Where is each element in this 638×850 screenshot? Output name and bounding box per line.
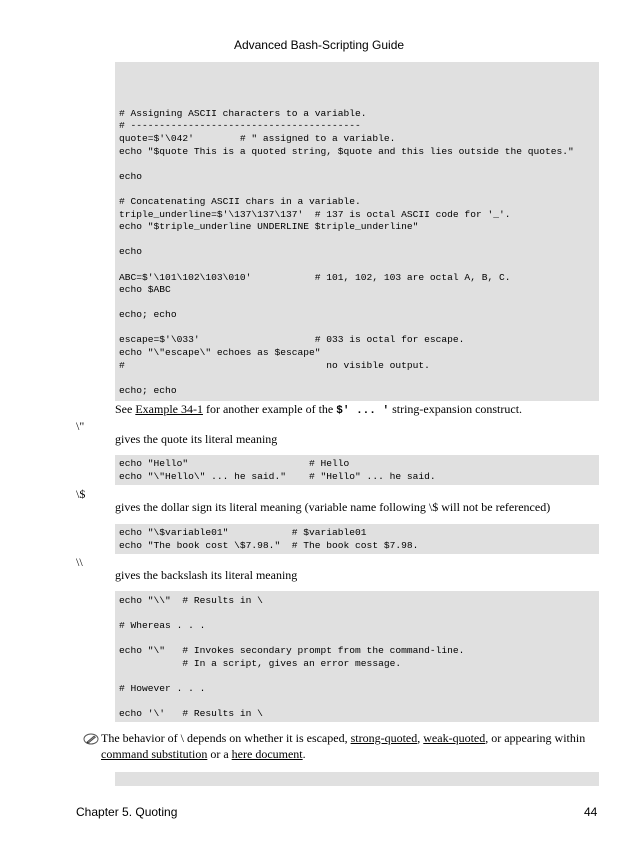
- code-line: # In a script, gives an error message.: [119, 657, 402, 669]
- see-also-middle: for another example of the: [202, 402, 337, 416]
- note-line-1: [101, 731, 585, 746]
- code-line: triple_underline=$'\137\137\137' # 137 is octal ASCII code for '_'.: [119, 208, 511, 220]
- code-block-quote: [115, 455, 599, 485]
- code-line: echo: [119, 170, 143, 182]
- code-line: # ----------------------------------------: [119, 120, 361, 132]
- code-line: # Whereas . . .: [119, 620, 206, 632]
- note-text-a: The behavior of \ depends on whether it is escaped,: [101, 731, 351, 745]
- code-line: echo "$quote This is a quoted string, $quote and this lies outside the quotes.": [119, 145, 574, 157]
- note-text-c: or a: [207, 747, 232, 761]
- note-text-b: , or appearing within: [485, 731, 586, 745]
- code-line: [119, 70, 595, 83]
- running-head: Advanced Bash-Scripting Guide: [233, 38, 405, 52]
- note-pencil-icon: [83, 733, 99, 745]
- code-line: echo; echo: [119, 309, 177, 321]
- example-34-1-link[interactable]: Example 34-1: [135, 402, 203, 416]
- code-line: escape=$'\033' # 033 is octal for escape.: [119, 334, 465, 346]
- code-line: [119, 183, 595, 196]
- code-line: # Assigning ASCII characters to a variable.: [119, 107, 367, 119]
- footer-page-number: 44: [584, 805, 598, 819]
- code-line: echo "\\" # Results in \: [119, 595, 263, 606]
- code-line: echo "\$variable01" # $variable01: [119, 527, 367, 538]
- desc-escaped-backslash: gives the backslash its literal meaning: [115, 568, 298, 582]
- code-line: [119, 158, 595, 171]
- code-line: [119, 83, 595, 96]
- code-line: # However . . .: [119, 683, 206, 695]
- strong-quoted-link[interactable]: strong-quoted: [350, 731, 418, 745]
- code-line: [119, 633, 595, 646]
- code-line: echo "\" # Invokes secondary prompt from the command-line.: [119, 645, 465, 657]
- code-line: [119, 234, 595, 247]
- code-line: [119, 608, 595, 621]
- code-line: # no visible output.: [119, 359, 430, 371]
- code-line: [119, 259, 595, 272]
- term-escaped-backslash: \\: [76, 555, 83, 569]
- code-line: echo "\"escape\" echoes as $escape": [119, 347, 321, 359]
- code-line: echo; echo: [119, 384, 177, 396]
- code-line: [119, 322, 595, 335]
- string-expansion-construct: $' ... ': [336, 405, 390, 417]
- note-line-2: [101, 747, 306, 762]
- see-also-paragraph: [115, 402, 522, 419]
- code-line: [119, 696, 595, 709]
- note-sep: ,: [417, 731, 424, 745]
- code-block-empty: [115, 772, 599, 786]
- code-block-backslash: [115, 591, 599, 722]
- command-substitution-link[interactable]: command substitution: [101, 747, 208, 761]
- code-block-ascii: [115, 62, 599, 401]
- term-escaped-quote: \": [76, 419, 85, 433]
- code-line: echo "\"Hello\" ... he said." # "Hello" ... he said.: [119, 470, 436, 482]
- weak-quoted-link[interactable]: weak-quoted: [423, 731, 486, 745]
- see-also-prefix: See: [115, 402, 136, 416]
- note-text-end: .: [302, 747, 306, 761]
- code-line: [119, 671, 595, 684]
- code-block-dollar: [115, 524, 599, 554]
- desc-escaped-quote: gives the quote its literal meaning: [115, 432, 278, 446]
- code-line: [119, 297, 595, 310]
- here-document-link[interactable]: here document: [231, 747, 303, 761]
- code-line: echo "Hello" # Hello: [119, 458, 350, 469]
- code-line: # Concatenating ASCII chars in a variable.: [119, 195, 361, 207]
- code-line: echo "The book cost \$7.98." # The book cost $7.98.: [119, 539, 419, 551]
- code-line: echo: [119, 246, 143, 258]
- code-line: echo "$triple_underline UNDERLINE $triple_underline": [119, 221, 419, 233]
- code-line: [119, 372, 595, 385]
- code-line: [119, 95, 595, 108]
- code-line: [119, 397, 595, 401]
- footer-chapter: Chapter 5. Quoting: [76, 805, 178, 819]
- code-line: echo $ABC: [119, 284, 171, 296]
- desc-escaped-dollar: gives the dollar sign its literal meaning (variable name following \$ will not be referenced): [115, 500, 551, 514]
- see-also-suffix: string-expansion construct.: [389, 402, 523, 416]
- term-escaped-dollar: \$: [76, 487, 86, 501]
- code-line: ABC=$'\101\102\103\010' # 101, 102, 103 are octal A, B, C.: [119, 271, 511, 283]
- code-line: quote=$'\042' # " assigned to a variable.: [119, 132, 396, 144]
- code-line: echo '\' # Results in \: [119, 708, 263, 720]
